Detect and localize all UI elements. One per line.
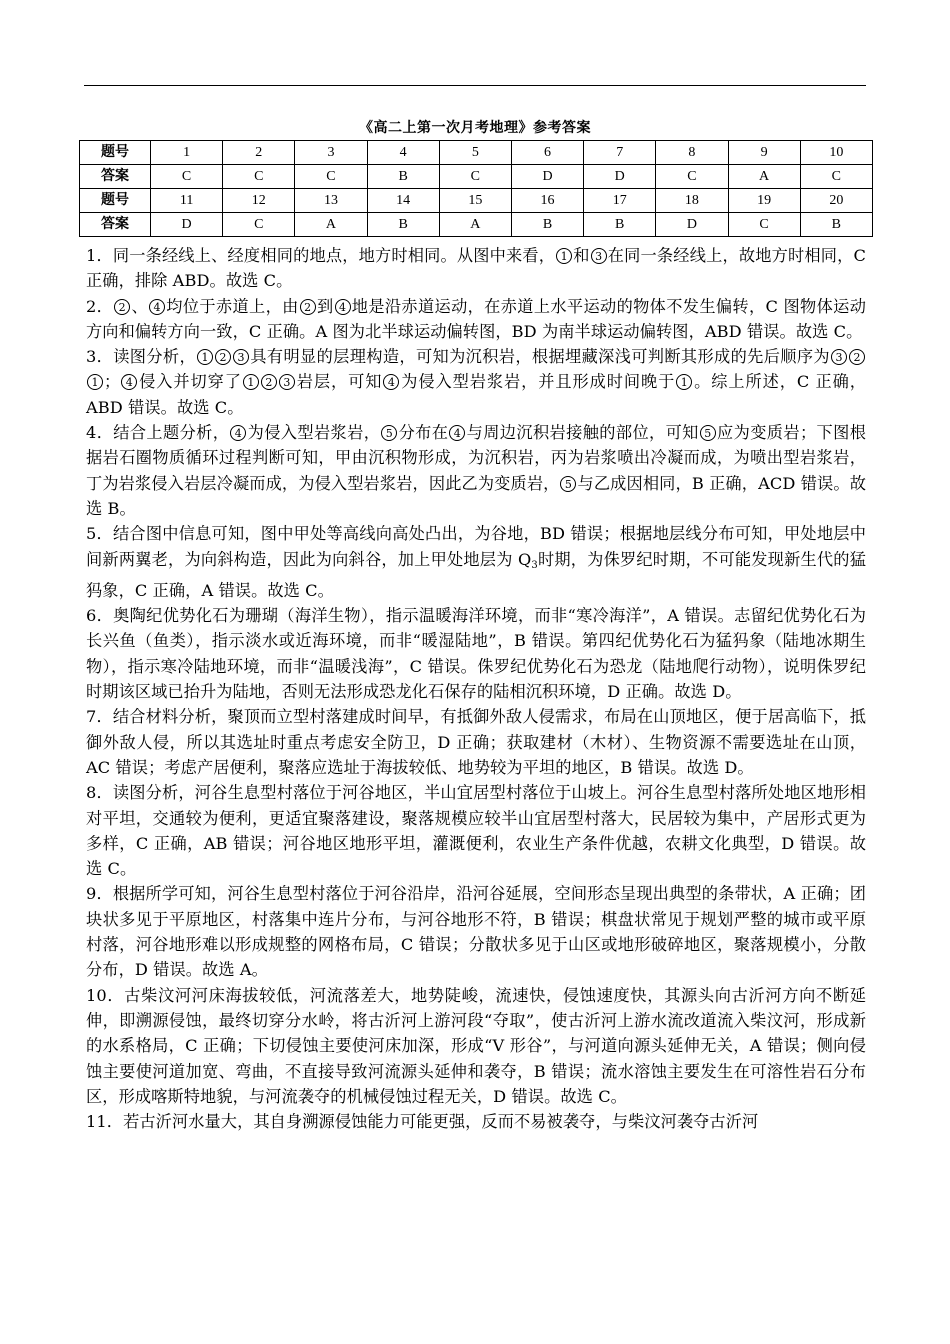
row-label: 题号 (80, 189, 151, 213)
table-cell: D (584, 165, 656, 189)
circled-number-2: 2 (300, 299, 316, 315)
explanation-paragraph: 6．奥陶纪优势化石为珊瑚（海洋生物），指示温暖海洋环境，而非“寒冷海洋”，A 错误。志留纪优势化石为长兴鱼（鱼类），指示淡水或近海环境，而非“暖湿陆地”，B 错误。第四纪优势化石为猛犸象（陆地冰期生物），指示寒冷陆地环境，而非“温暖浅海”，C 错误。侏罗纪优势化石为恐龙（陆地爬行动物），说明侏罗纪时期该区域已抬升为陆地，否则无法形成恐龙化石保存的陆相沉积环境，D 正确。故选 D。 (86, 606, 866, 702)
explanation-paragraph: 5．结合图中信息可知，图中甲处等高线向高处凸出，为谷地，BD 错误；根据地层线分布可知，甲处地层中间新两翼老，为向斜构造，因此为向斜谷，加上甲处地层为 $Q_3$时期，为侏罗纪时期，不可能发现新生代的猛犸象，C 正确，A 错误。故选 C。 (86, 524, 866, 600)
table-cell: 9 (728, 141, 800, 165)
circled-number-2: 2 (215, 349, 231, 365)
explanation-paragraph: 1．同一条经线上、经度相同的地点，地方时相同。从图中来看， 1 和 3 在同一条经线上，故地方时相同，C 正确，排除 ABD。故选 C。 (86, 246, 867, 291)
table-cell: C (223, 213, 295, 237)
circled-number-5: 5 (381, 425, 397, 441)
table-cell: B (584, 213, 656, 237)
circled-number-4: 4 (449, 425, 465, 441)
explanations (86, 243, 866, 1134)
table-cell: 17 (584, 189, 656, 213)
explanation-paragraph: 8．读图分析，河谷生息型村落位于河谷地区，半山宜居型村落位于山坡上。河谷生息型村落所处地区地形相对平坦，交通较为便利，更适宜聚落建设，聚落规模应较半山宜居型村落大，民居较为集中，产居形式更为多样，C 正确，AB 错误；河谷地区地形平坦，灌溉便利，农业生产条件优越，农耕文化典型，D 错误。故选 C。 (86, 783, 866, 879)
circled-number-4: 4 (230, 425, 246, 441)
table-cell: 13 (295, 189, 367, 213)
table-cell: 8 (656, 141, 728, 165)
table-cell: 12 (223, 189, 295, 213)
table-cell: B (800, 213, 872, 237)
table-cell: 6 (511, 141, 583, 165)
table-cell: 5 (439, 141, 511, 165)
table-cell: 1 (151, 141, 223, 165)
row-label: 题号 (80, 141, 151, 165)
explanation-paragraph: 10．古柴汶河河床海拔较低，河流落差大，地势陡峻，流速快，侵蚀速度快，其源头向古沂河方向不断延伸，即溯源侵蚀，最终切穿分水岭，将古沂河上游河段“夺取”，使古沂河上游水流改道流入柴汶河，形成新的水系格局，C 正确；下切侵蚀主要使河床加深，形成“V 形谷”，与河道向源头延伸无关，A 错误；侧向侵蚀主要使河道加宽、弯曲，不直接导致河流源头延伸和袭夺，B 错误；流水溶蚀主要发生在可溶性岩石分布区，形成喀斯特地貌，与河流袭夺的机械侵蚀过程无关，D 错误。故选 C。 (86, 985, 866, 1106)
table-cell: 2 (223, 141, 295, 165)
table-cell: 20 (800, 189, 872, 213)
explanation-paragraph: 7．结合材料分析，聚顶而立型村落建成时间早，有抵御外敌人侵需求，布局在山顶地区，便于居高临下，抵御外敌人侵，所以其选址时重点考虑安全防卫，D 正确；获取建材（木材）、生物资源不需要选址在山顶，AC 错误；考虑产居便利，聚落应选址于海拔较低、地势较为平坦的地区，B 错误。故选 D。 (86, 707, 866, 777)
circled-number-4: 4 (121, 374, 137, 390)
circled-number-4: 4 (383, 374, 399, 390)
table-cell: D (656, 213, 728, 237)
circled-number-3: 3 (233, 349, 249, 365)
circled-number-1: 1 (243, 374, 259, 390)
circled-number-2: 2 (261, 374, 277, 390)
circled-number-1: 1 (556, 248, 572, 264)
table-cell: C (656, 165, 728, 189)
table-row-numbers-1 (80, 141, 873, 165)
explanation-paragraph: 11．若古沂河水量大，其自身溯源侵蚀能力可能更强，反而不易被袭夺，与柴汶河袭夺古沂河 (86, 1112, 759, 1132)
table-row-numbers-2 (80, 189, 873, 213)
explanation-paragraph: 9．根据所学可知，河谷生息型村落位于河谷沿岸，沿河谷延展，空间形态呈现出典型的条带状，A 正确；团块状多见于平原地区，村落集中连片分布，与河谷地形不符，B 错误；棋盘状常见于规划严整的城市或平原村落，河谷地形难以形成规整的网格布局，C 错误；分散状多见于山区或地形破碎地区，聚落规模小，分散分布，D 错误。故选 A。 (86, 884, 866, 980)
circled-number-2: 2 (114, 299, 130, 315)
table-cell: B (367, 165, 439, 189)
table-cell: C (800, 165, 872, 189)
table-cell: 3 (295, 141, 367, 165)
table-cell: A (295, 213, 367, 237)
explanation-paragraph: 2． 2 、 4 均位于赤道上，由 2 到 4 地是沿赤道运动，在赤道上水平运动的物体不发生偏转，C 图物体运动方向和偏转方向一致，C 正确。A 图为北半球运动偏转图，BD 为南半球运动偏转图，ABD 错误。故选 C。 (86, 296, 866, 341)
table-cell: 7 (584, 141, 656, 165)
circled-number-1: 1 (676, 374, 692, 390)
table-cell: 10 (800, 141, 872, 165)
table-cell: 18 (656, 189, 728, 213)
circled-number-4: 4 (149, 299, 165, 315)
circled-number-5: 5 (560, 476, 576, 492)
table-cell: C (223, 165, 295, 189)
circled-number-1: 1 (87, 374, 103, 390)
circled-number-4: 4 (335, 299, 351, 315)
table-cell: 11 (151, 189, 223, 213)
circled-number-5: 5 (700, 425, 716, 441)
circled-number-3: 3 (279, 374, 295, 390)
circled-number-1: 1 (197, 349, 213, 365)
table-cell: A (728, 165, 800, 189)
explanation-paragraph: 4．结合上题分析， 4 为侵入型岩浆岩， 5 分布在 4 与周边沉积岩接触的部位，可知 5 应为变质岩；下图根据岩石圈物质循环过程判断可知，甲由沉积物形成，为沉积岩，丙为岩浆喷出冷凝而成，为喷出型岩浆岩，丁为岩浆侵入岩层冷凝而成，为侵入型岩浆岩，因此乙为变质岩， 5 与乙成因相同，B 正确，ACD 错误。故选 B。 (86, 423, 866, 518)
table-cell: C (728, 213, 800, 237)
table-row-answers-1 (80, 165, 873, 189)
table-cell: D (151, 213, 223, 237)
header-rule (84, 85, 866, 86)
table-cell: B (511, 213, 583, 237)
table-cell: 15 (439, 189, 511, 213)
subscript: 3 (531, 559, 538, 571)
explanation-paragraph: 3．读图分析， 1 2 3 具有明显的层理构造，可知为沉积岩，根据埋藏深浅可判断其形成的先后顺序为 3 21 ； 4 侵入并切穿了 1 2 3 岩层，可知 4 为侵入型岩浆岩，并且形成时间晚于 1 。综上所述，C 正确，ABD 错误。故选 C。 (86, 347, 866, 417)
table-cell: B (367, 213, 439, 237)
table-cell: C (439, 165, 511, 189)
table-cell: 16 (511, 189, 583, 213)
circled-number-2: 2 (849, 349, 865, 365)
circled-number-3: 3 (831, 349, 847, 365)
table-cell: 4 (367, 141, 439, 165)
table-cell: 14 (367, 189, 439, 213)
circled-number-3: 3 (591, 248, 607, 264)
table-cell: D (511, 165, 583, 189)
row-label: 答案 (80, 213, 151, 237)
answer-table (79, 140, 873, 237)
page-title: 《高二上第一次月考地理》参考答案 (359, 120, 591, 136)
table-cell: C (295, 165, 367, 189)
table-cell: 19 (728, 189, 800, 213)
table-row-answers-2 (80, 213, 873, 237)
table-cell: C (151, 165, 223, 189)
table-cell: A (439, 213, 511, 237)
row-label: 答案 (80, 165, 151, 189)
